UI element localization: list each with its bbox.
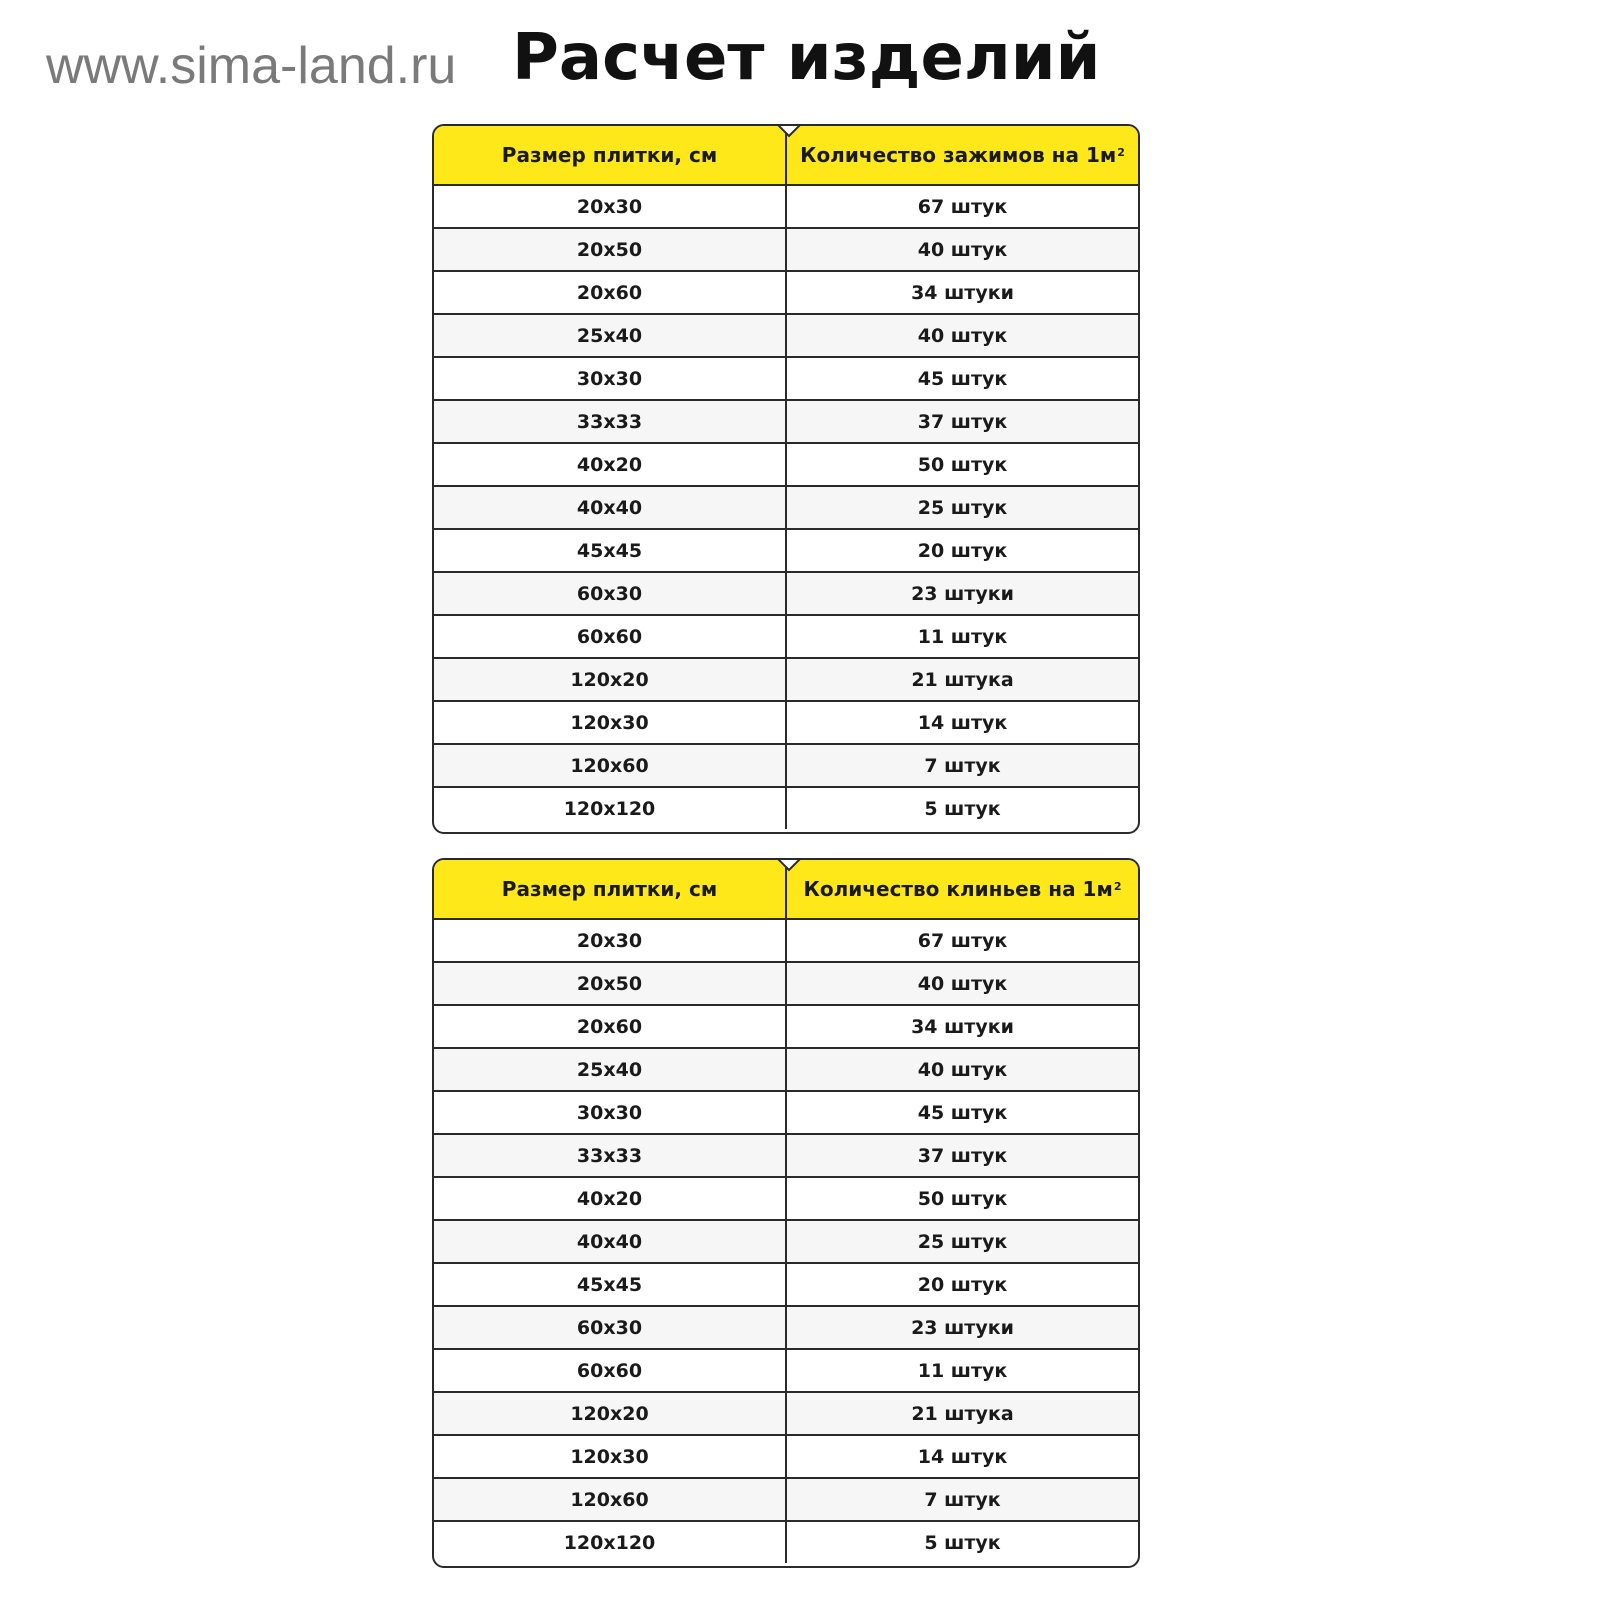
cell-quantity: 34 штуки <box>911 281 1014 304</box>
cell-quantity: 40 штук <box>917 1058 1008 1081</box>
table-row <box>434 788 1138 829</box>
cell-quantity: 45 штук <box>917 1101 1008 1124</box>
table-row <box>434 1522 1138 1563</box>
cell-tile-size: 45x45 <box>434 530 787 571</box>
table-row <box>434 444 1138 487</box>
cell-quantity: 40 штук <box>917 238 1008 261</box>
table-row <box>434 1350 1138 1393</box>
cell-quantity: 40 штук <box>917 324 1008 347</box>
watermark-text: www.sima-land.ru <box>46 37 457 95</box>
table-row <box>434 487 1138 530</box>
clips-table <box>432 124 1140 834</box>
cell-tile-size: 20x30 <box>434 920 787 961</box>
table-row <box>434 616 1138 659</box>
table-row <box>434 401 1138 444</box>
table-row <box>434 963 1138 1006</box>
cell-quantity: 14 штук <box>917 711 1008 734</box>
cell-quantity: 37 штук <box>917 1144 1008 1167</box>
cell-quantity: 67 штук <box>917 929 1008 952</box>
table-row <box>434 530 1138 573</box>
cell-tile-size: 25x40 <box>434 315 787 356</box>
cell-quantity: 25 штук <box>917 1230 1008 1253</box>
table-row <box>434 702 1138 745</box>
cell-tile-size: 120x120 <box>434 1522 787 1563</box>
table-row <box>434 573 1138 616</box>
table-row <box>434 358 1138 401</box>
header-tile-size: Размер плитки, см <box>434 126 787 184</box>
cell-quantity: 40 штук <box>917 972 1008 995</box>
cell-quantity: 50 штук <box>917 1187 1008 1210</box>
header-qty-superscript: 2 <box>1117 145 1125 159</box>
cell-tile-size: 20x60 <box>434 272 787 313</box>
table-row <box>434 1479 1138 1522</box>
cell-tile-size: 30x30 <box>434 1092 787 1133</box>
table-header <box>434 860 1138 920</box>
cell-quantity: 34 штуки <box>911 1015 1014 1038</box>
cell-tile-size: 120x20 <box>434 1393 787 1434</box>
table-row <box>434 1393 1138 1436</box>
table-row <box>434 315 1138 358</box>
cell-tile-size: 40x20 <box>434 444 787 485</box>
cell-tile-size: 40x40 <box>434 1221 787 1262</box>
cell-quantity: 14 штук <box>917 1445 1008 1468</box>
cell-tile-size: 60x30 <box>434 573 787 614</box>
cell-tile-size: 30x30 <box>434 358 787 399</box>
cell-quantity: 67 штук <box>917 195 1008 218</box>
cell-quantity: 25 штук <box>917 496 1008 519</box>
cell-tile-size: 120x60 <box>434 745 787 786</box>
table-body <box>434 920 1138 1563</box>
header-clips-quantity <box>787 126 1138 184</box>
table-header <box>434 126 1138 186</box>
table-row <box>434 659 1138 702</box>
header-tile-size: Размер плитки, см <box>434 860 787 918</box>
cell-tile-size: 120x120 <box>434 788 787 829</box>
table-body <box>434 186 1138 829</box>
cell-tile-size: 20x60 <box>434 1006 787 1047</box>
wedges-table <box>432 858 1140 1568</box>
table-row <box>434 1178 1138 1221</box>
cell-tile-size: 120x30 <box>434 1436 787 1477</box>
cell-quantity: 45 штук <box>917 367 1008 390</box>
cell-quantity: 21 штука <box>911 1402 1014 1425</box>
table-row <box>434 1307 1138 1350</box>
cell-tile-size: 33x33 <box>434 1135 787 1176</box>
header-qty-label: Количество клиньев на 1м <box>803 877 1113 901</box>
cell-quantity: 5 штук <box>924 797 1001 820</box>
cell-quantity: 5 штук <box>924 1531 1001 1554</box>
cell-quantity: 20 штук <box>917 1273 1008 1296</box>
table-row <box>434 229 1138 272</box>
table-row <box>434 1006 1138 1049</box>
cell-quantity: 23 штуки <box>911 1316 1014 1339</box>
table-row <box>434 1049 1138 1092</box>
cell-quantity: 20 штук <box>917 539 1008 562</box>
cell-tile-size: 33x33 <box>434 401 787 442</box>
table-row <box>434 745 1138 788</box>
header-qty-label: Количество зажимов на 1м <box>800 143 1117 167</box>
cell-tile-size: 40x20 <box>434 1178 787 1219</box>
cell-quantity: 7 штук <box>924 1488 1001 1511</box>
cell-tile-size: 120x60 <box>434 1479 787 1520</box>
header-qty-superscript: 2 <box>1113 879 1122 893</box>
table-row <box>434 186 1138 229</box>
table-row <box>434 1264 1138 1307</box>
cell-quantity: 21 штука <box>911 668 1014 691</box>
cell-quantity: 11 штук <box>917 1359 1008 1382</box>
cell-tile-size: 60x60 <box>434 1350 787 1391</box>
table-row <box>434 1092 1138 1135</box>
table-row <box>434 920 1138 963</box>
table-row <box>434 272 1138 315</box>
header-wedges-quantity <box>787 860 1138 918</box>
cell-tile-size: 120x30 <box>434 702 787 743</box>
cell-tile-size: 45x45 <box>434 1264 787 1305</box>
cell-tile-size: 25x40 <box>434 1049 787 1090</box>
cell-tile-size: 20x50 <box>434 963 787 1004</box>
cell-tile-size: 120x20 <box>434 659 787 700</box>
cell-quantity: 37 штук <box>917 410 1008 433</box>
cell-quantity: 7 штук <box>924 754 1001 777</box>
cell-quantity: 50 штук <box>917 453 1008 476</box>
cell-quantity: 23 штуки <box>911 582 1014 605</box>
cell-tile-size: 20x30 <box>434 186 787 227</box>
cell-tile-size: 60x30 <box>434 1307 787 1348</box>
page-title: Расчет изделий <box>512 21 1101 95</box>
cell-tile-size: 60x60 <box>434 616 787 657</box>
table-row <box>434 1436 1138 1479</box>
table-row <box>434 1135 1138 1178</box>
cell-quantity: 11 штук <box>917 625 1008 648</box>
cell-tile-size: 20x50 <box>434 229 787 270</box>
table-row <box>434 1221 1138 1264</box>
cell-tile-size: 40x40 <box>434 487 787 528</box>
